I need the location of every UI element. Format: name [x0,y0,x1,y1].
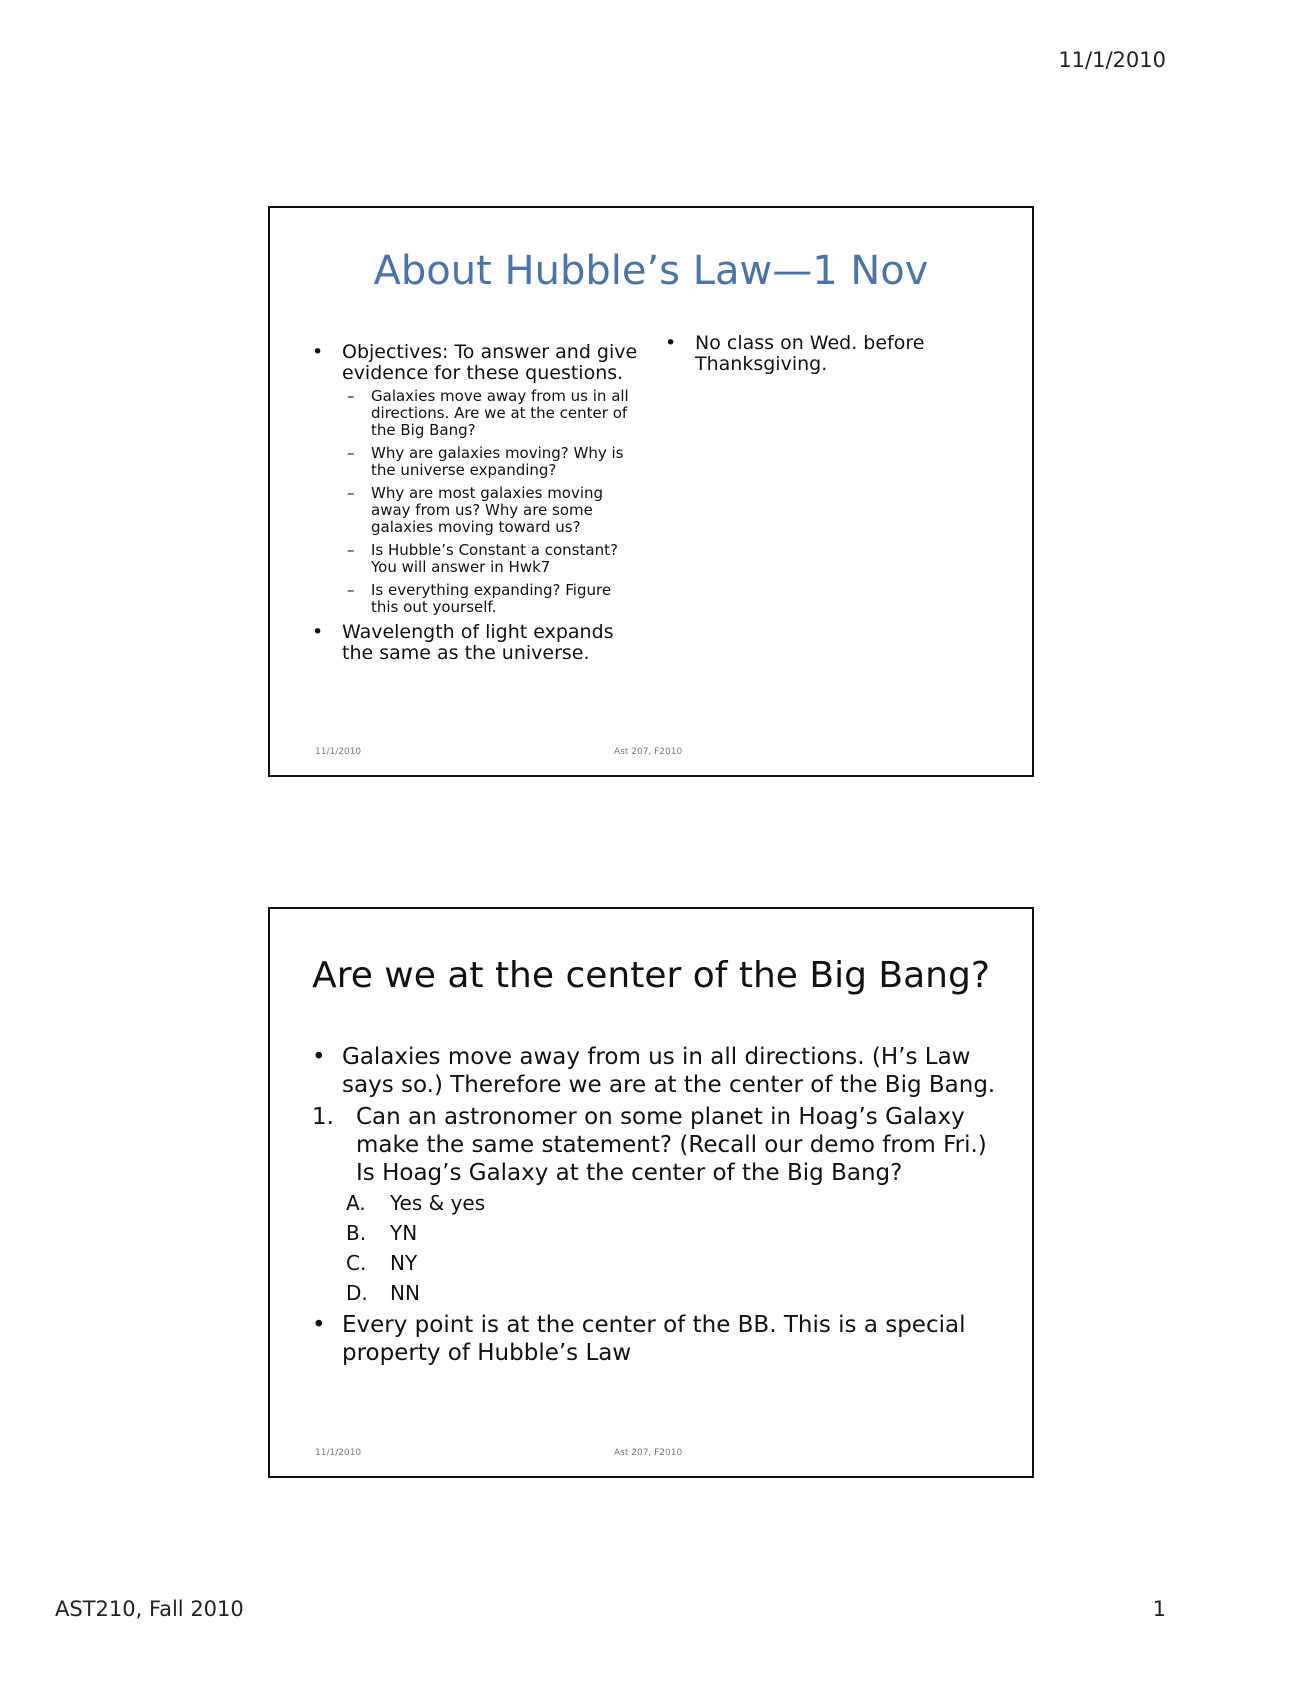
bullet-item [312,1043,1002,1099]
sub-bullet-item [347,582,642,616]
bullet-item [312,342,642,384]
slide-left-column [312,342,642,668]
bullet-text: Galaxies move away from us in all directions. (H’s Law says so.) Therefore we are at the center of the Big Bang. [342,1044,996,1098]
slide-title: Are we at the center of the Big Bang? [312,955,990,996]
bullet-marker: • [312,1044,326,1070]
answer-option [312,1251,1002,1275]
sub-bullet-text: Is Hubble’s Constant a constant? You will answer in Hwk7 [371,541,618,576]
bullet-item [312,622,642,664]
sub-bullet-item [347,542,642,576]
page-number: 1 [1152,1597,1166,1621]
slide-footer-course: Ast 207, F2010 [614,1448,683,1458]
bullet-text: Every point is at the center of the BB. This is a special property of Hubble’s Law [342,1312,966,1366]
sub-bullet-text: Galaxies move away from us in all directions. Are we at the center of the Big Bang? [371,387,629,439]
sub-bullet-item [347,485,642,536]
dash-marker: – [347,387,355,405]
option-text: YN [390,1221,418,1245]
bullet-marker: • [665,332,677,354]
numbered-item [312,1103,1002,1187]
answer-option [312,1221,1002,1245]
answer-option [312,1191,1002,1215]
dash-marker: – [347,581,355,599]
slide-body [312,1043,1002,1371]
bullet-item [312,1311,1002,1367]
dash-marker: – [347,541,355,559]
sub-bullet-text: Is everything expanding? Figure this out yourself. [371,581,612,616]
sub-bullet-item [347,445,642,479]
bullet-text: Wavelength of light expands the same as the universe. [342,621,614,664]
bullet-text: No class on Wed. before Thanksgiving. [695,332,925,375]
slide-2 [268,907,1034,1478]
page-header-date: 11/1/2010 [1058,48,1166,72]
numbered-text: Can an astronomer on some planet in Hoag’s Galaxy make the same statement? (Recall our demo from Fri.) Is Hoag’s Galaxy at the center of the Big Bang? [356,1104,987,1186]
slide-footer-course: Ast 207, F2010 [614,747,683,757]
bullet-marker: • [312,1312,326,1338]
option-letter: B. [346,1221,367,1245]
slide-1 [268,206,1034,777]
sub-bullet-text: Why are most galaxies moving away from us? Why are some galaxies moving toward us? [371,484,604,536]
number-marker: 1. [312,1104,334,1130]
slide-footer-date: 11/1/2010 [315,747,362,757]
option-text: NY [390,1251,418,1275]
dash-marker: – [347,444,355,462]
sub-bullet-text: Why are galaxies moving? Why is the universe expanding? [371,444,624,479]
bullet-item [665,333,965,375]
bullet-text: Objectives: To answer and give evidence for these questions. [342,341,638,384]
option-text: Yes & yes [390,1191,486,1215]
answer-option [312,1281,1002,1305]
option-letter: D. [346,1281,368,1305]
option-letter: A. [346,1191,366,1215]
bullet-marker: • [312,341,324,363]
slide-footer-date: 11/1/2010 [315,1448,362,1458]
slide-right-column [665,333,965,379]
option-text: NN [390,1281,420,1305]
slide-title: About Hubble’s Law—1 Nov [373,248,929,294]
sub-bullet-item [347,388,642,439]
option-letter: C. [346,1251,367,1275]
page-footer-course: AST210, Fall 2010 [55,1597,244,1621]
bullet-marker: • [312,621,324,643]
dash-marker: – [347,484,355,502]
